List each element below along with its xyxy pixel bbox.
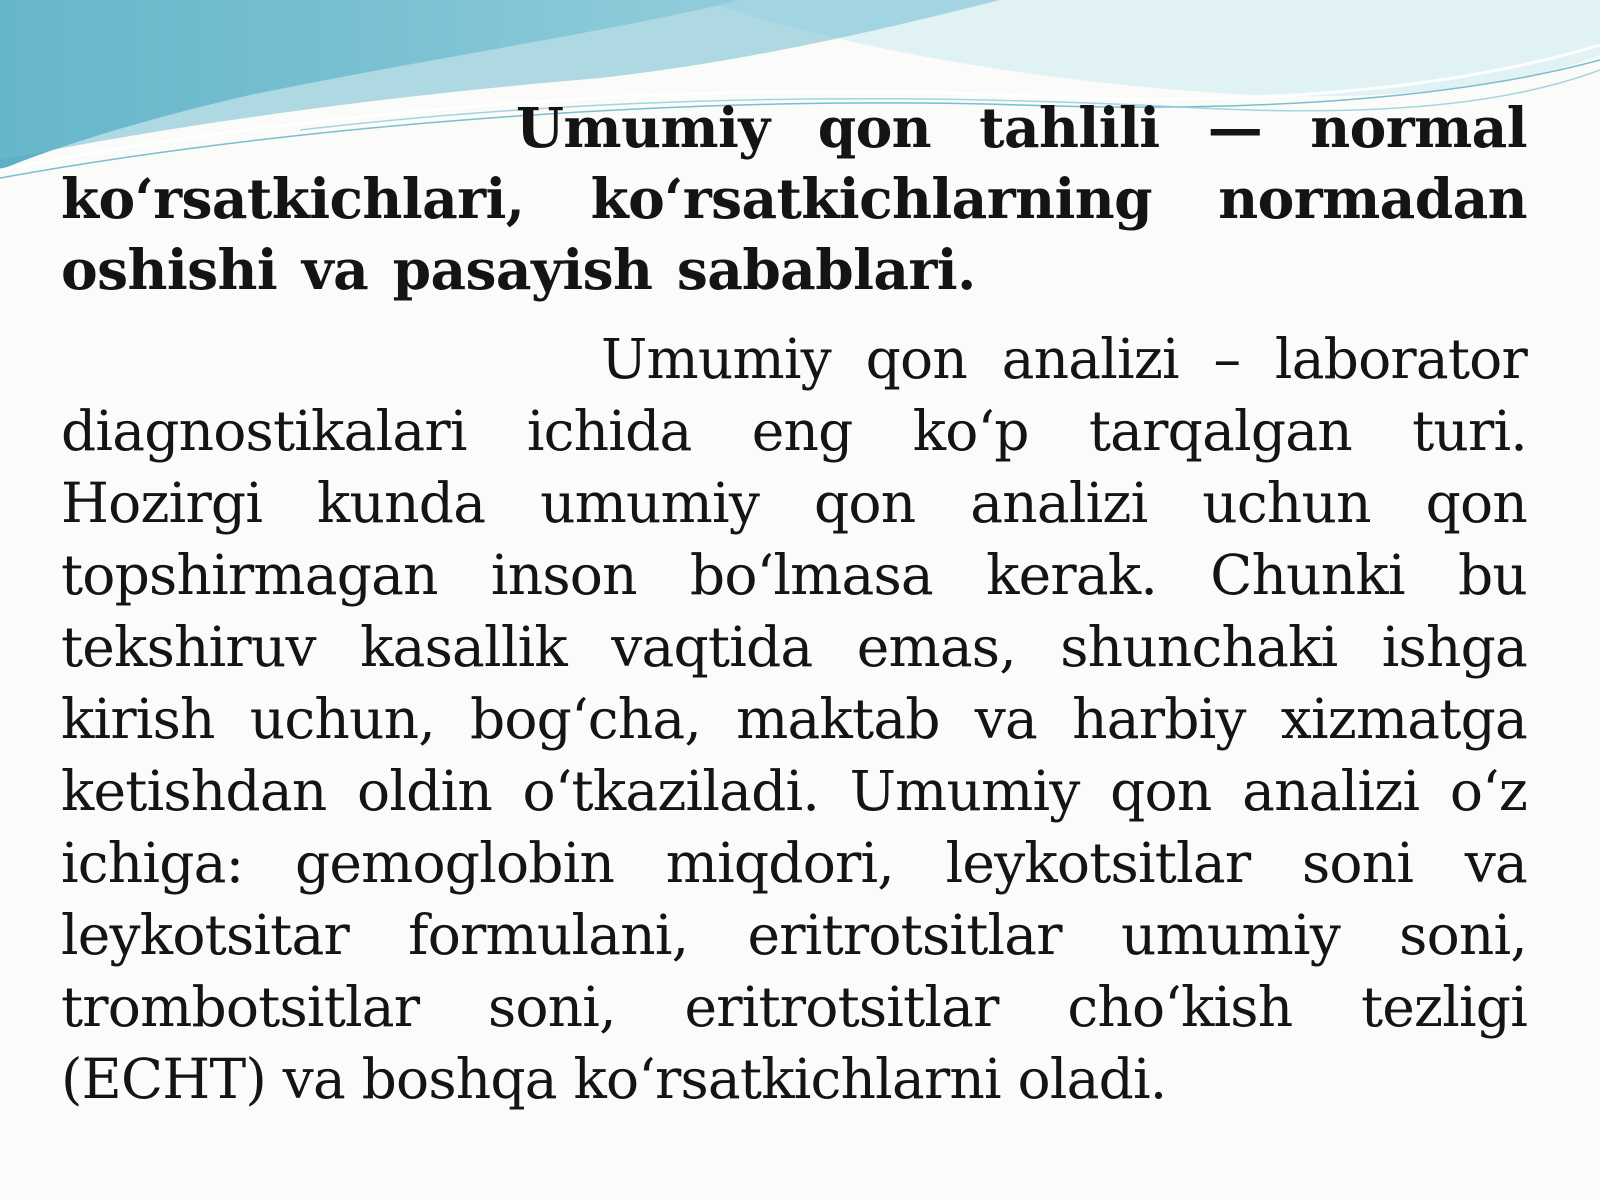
slide-body-text: Umumiy qon analizi – laborator diagnostikalari ichida eng ko‘p tarqalgan turi. Hozirgi kunda umumiy qon analizi uchun qon topshirmagan inson bo‘lmasa kerak. Chunki bu tekshiruv kasallik vaqtida emas, shunchaki ishga kirish uchun, bog‘cha, maktab va harbiy xizmatga ketishdan oldin o‘tkaziladi. Umumiy qon analizi o‘z ichiga: gemoglobin miqdori, leykotsitlar soni va leykotsitar formulani, eritrotsitlar umumiy soni, trombotsitlar soni, eritrotsitlar cho‘kish tezligi (ECHT) va boshqa ko‘rsatkichlarni oladi. — [61, 327, 1527, 1111]
slide-content — [61, 92, 1527, 1115]
slide-body-paragraph — [61, 323, 1527, 1115]
slide-title: Umumiy qon tahlili — normal ko‘rsatkichlari, ko‘rsatkichlarning normadan oshishi va pasayish sabablari. — [61, 95, 1527, 302]
